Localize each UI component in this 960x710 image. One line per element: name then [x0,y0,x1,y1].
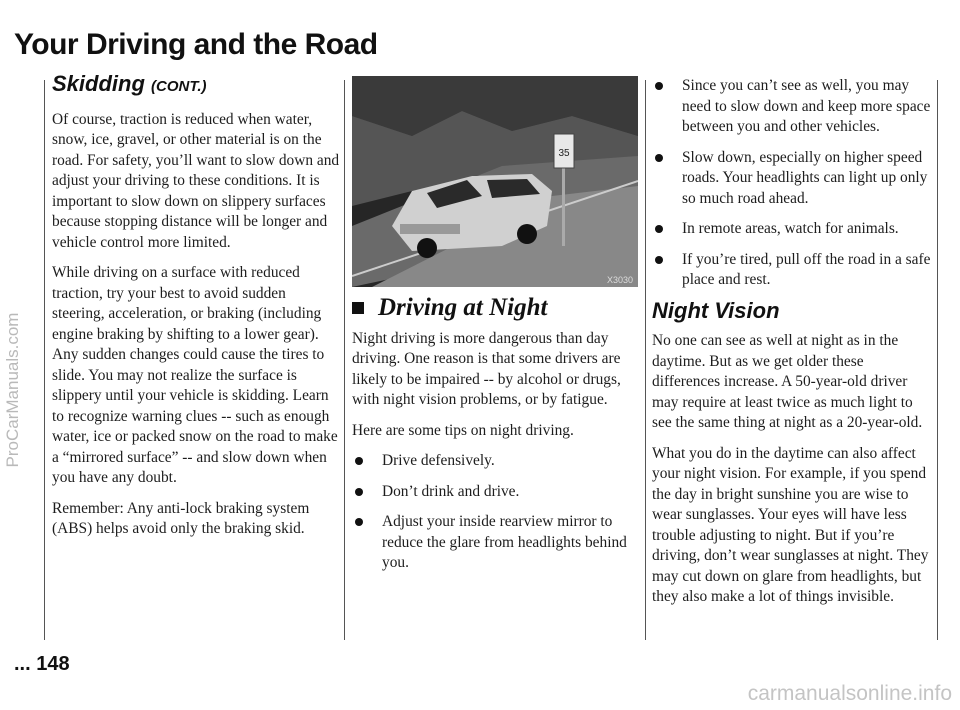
driving-at-night-heading [352,294,638,321]
night-tips-list [352,451,638,574]
night-vision-paragraph-1: No one can see as well at night as in the daytime. But as we get older these differences increase. A 50-year-old driver may require at least twice as much light to see the same thing at night as a 20-year-old. [652,332,923,431]
skidding-heading-suffix: (CONT.) [151,78,207,95]
skidding-paragraph-3: Remember: Any anti-lock braking system (ABS) helps avoid only the braking skid. [52,499,310,537]
list-item-text: Adjust your inside rearview mirror to reduce the glare from headlights behind you. [382,513,627,571]
list-item-text: In remote areas, watch for animals. [682,220,899,237]
side-watermark-text: ProCarManuals.com [3,312,22,468]
bullet-dot [355,518,363,526]
bullet-dot [655,225,663,233]
page-number [14,653,70,676]
night-paragraph-1: Night driving is more dangerous than day driving. One reason is that some drivers are likely to be impaired -- by alcohol or drugs, with night vision problems, or by fatigue. [352,329,621,408]
skidding-paragraph-1: Of course, traction is reduced when water, snow, ice, gravel, or other material is on the road. For safety, you’ll want to slow down and adjust your driving to these conditions. It is important to slow down on slippery surfaces because stopping distance will be longer and vehicle control more limited. [52,110,340,251]
side-watermark [2,200,24,580]
night-driving-illustration [352,76,638,287]
night-tips-list-continued [652,76,932,291]
speed-sign-text: 35 [558,148,570,159]
column-rule-right [645,80,646,640]
night-paragraph-2: Here are some tips on night driving. [352,421,574,439]
right-column [652,76,932,618]
night-scene-drawing [352,76,638,287]
image-code: X3030 [606,275,633,285]
list-item [352,482,638,503]
bullet-dot [655,82,663,90]
bullet-dot [355,488,363,496]
middle-column [352,294,638,584]
bullet-dot [355,457,363,465]
list-item [652,148,932,210]
column-rule-far-right [937,80,938,640]
driving-at-night-heading-text: Driving at Night [378,294,548,321]
heading-square-bullet [352,302,364,314]
list-item-text: Since you can’t see as well, you may need to slow down and keep more space between you and other vehicles. [682,77,931,135]
night-vision-heading: Night Vision [652,297,780,323]
column-rule-left [44,80,45,640]
night-vision-paragraph-2: What you do in the daytime can also affect your night vision. For example, if you spend the day in bright sunshine you are wise to wear sunglasses. Your eyes will have less trouble adjusting to night. But if you’re driving, don’t wear sunglasses at night. They may cut down on glare from headlights, but they also make a lot of things invisible. [652,444,929,605]
bottom-watermark: carmanualsonline.info [747,682,952,705]
skidding-heading [52,71,340,98]
page-title: Your Driving and the Road [14,28,378,61]
list-item [652,219,932,240]
page-number-prefix: ... [14,653,31,675]
column-rule-middle [344,80,345,640]
list-item [652,250,932,291]
list-item [352,512,638,574]
left-column [52,71,340,550]
list-item-text: Slow down, especially on higher speed roads. Your headlights can light up only so much road ahead. [682,148,928,207]
bullet-dot [655,256,663,264]
list-item-text: Drive defensively. [382,452,495,469]
list-item-text: If you’re tired, pull off the road in a safe place and rest. [682,250,931,288]
page-number-value: 148 [36,653,70,675]
skidding-paragraph-2: While driving on a surface with reduced traction, try your best to avoid sudden steering, acceleration, or braking (including engine braking by shifting to a lower gear). Any sudden changes could cause the tires to slide. You may not realize the surface is slippery until your vehicle is skidding. Learn to recognize warning clues -- such as enough water, ice or packed snow on the road to make a “mirrored surface” -- and slow down when you have any doubt. [52,264,338,486]
list-item [652,76,932,138]
bullet-dot [655,154,663,162]
skidding-heading-text: Skidding [52,71,145,96]
list-item-text: Don’t drink and drive. [382,482,520,500]
list-item [352,451,638,472]
